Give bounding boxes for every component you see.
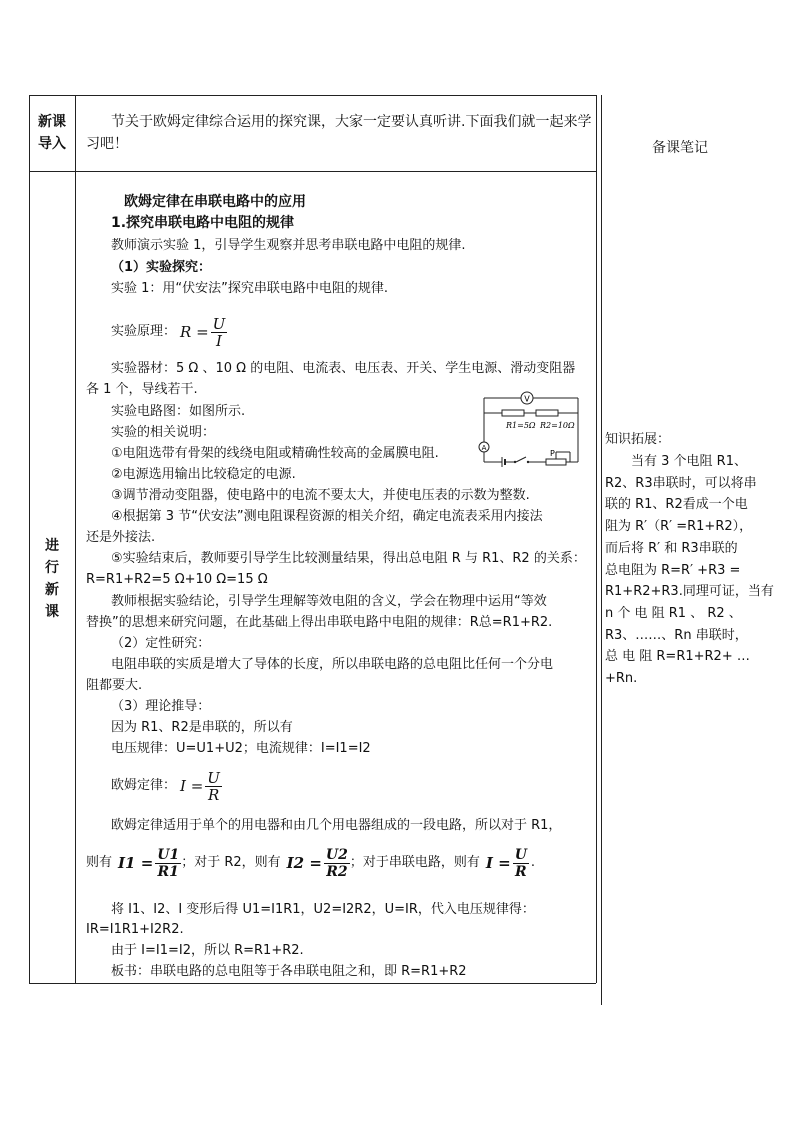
fraction [324,847,350,880]
row-label-line: 新 [45,582,59,598]
ohm-label: 欧姆定律： [111,778,177,793]
principle-label: 实验原理： [111,324,177,339]
section-heading: 1.探究串联电路中电阻的规律 [111,215,295,231]
tip-line: 联的 R1、R2看成一个电 [605,497,748,513]
theory-line2: 电压规律：U=U1+U2；电流规律：I=I1=I2 [111,741,371,756]
tip-line: 阻为 R′（R′ =R1+R2）， [605,519,753,535]
rheostat-symbol [546,459,566,465]
resistor-r2 [536,410,558,416]
intro-text-line1: 节关于欧姆定律综合运用的探究课，大家一定要认真听讲.下面我们就一起来学 [111,114,592,130]
derivation-text: ；对于串联电路，则有 [349,855,480,870]
knowledge-tip-body [605,451,785,690]
rheostat-label: P [550,449,555,458]
derivation-text: ；对于 R2，则有 [181,855,281,870]
fraction-denominator: I [216,331,222,350]
notes-header: 备课笔记 [652,140,708,156]
intro-paragraph: 教师演示实验 1，引导学生观察并思考串联电路中电阻的规律. [111,238,466,253]
table-top-border [29,95,596,96]
row-label-new-course [24,535,80,623]
r2-label: R2=10Ω [540,421,575,430]
qualitative-line1: 电阻串联的实质是增大了导体的长度，所以串联电路的总电阻比任何一个分电 [111,657,554,672]
note-4-line1: ④根据第 3 节“伏安法”测电阻课程资源的相关介绍，确定电流表采用内接法 [111,509,543,524]
note-3: ③调节滑动变阻器，使电路中的电流不要太大，并使电压表的示数为整数. [111,488,530,503]
conclusion-line2: 替换”的思想来研究问题，在此基础上得出串联电路中电阻的规律：R总=R1+R2. [86,615,553,630]
row-label-line: 导入 [38,136,66,152]
fraction-denominator: R2 [326,863,348,880]
r1-label: R1=5Ω [506,421,536,430]
tip-line: 当有 3 个电阻 R1、 [631,454,747,469]
fraction [155,847,181,880]
row-label-line: 新课 [38,114,66,130]
note-4-line2: 还是外接法. [86,530,156,545]
tip-line: n 个 电 阻 R1 、 R2 、 [605,605,742,621]
tip-line: +Rn. [605,671,638,687]
conclusion-line1: 教师根据实验结论，引导学生理解等效电阻的含义，学会在物理中运用“等效 [111,594,547,609]
substitution-line1: 将 I1、I2、I 变形后得 U1=I1R1，U2=I2R2，U=IR，代入电压规律得： [111,902,535,917]
row-label-line: 课 [45,604,59,620]
fraction [513,847,529,880]
application-line: 欧姆定律适用于单个的用电器和由几个用电器组成的一段电路，所以对于 R1， [111,818,562,833]
resistor-r1 [502,410,524,416]
theory-line1: 因为 R1、R2是串联的，所以有 [111,720,293,735]
tip-line: R1+R2+R3.同理可证，当有 [605,584,774,600]
since-line: 由于 I=I1=I2，所以 R=R1+R2. [111,943,304,958]
fraction-numerator: U [207,768,220,787]
derivation-text: 则有 [86,855,113,870]
notes-column-divider [601,95,602,1005]
voltmeter-label: V [524,394,530,404]
principle-formula [111,312,227,352]
board-summary: 板书：串联电路的总电阻等于各串联电阻之和，即 R=R1+R2 [111,964,467,979]
note-5-line2: R=R1+R2=5 Ω+10 Ω=15 Ω [86,572,268,587]
equipment-line2: 各 1 个，导线若干. [86,382,198,397]
ohm-law-formula [111,766,222,806]
fraction-numerator: U1 [157,846,180,863]
switch-symbol [516,457,526,462]
fraction [211,316,228,349]
formula-lhs: I = [180,777,204,795]
note-5-line1: ⑤实验结束后，教师要引导学生比较测量结果，得出总电阻 R 与 R1、R2 的关系： [111,551,586,566]
qualitative-line2: 阻都要大. [86,678,143,693]
formula-lhs: I2 = [286,854,322,872]
intro-text-line2: 习吧！ [86,136,128,152]
notes-title: 实验的相关说明： [111,425,216,440]
experiment-1: 实验 1：用“伏安法”探究串联电路中电阻的规律. [111,281,389,296]
table-row-divider [29,171,596,172]
row-label-line: 进 [45,538,59,554]
circuit-diagram-label: 实验电路图：如图所示. [111,404,246,419]
fraction-numerator: U2 [325,846,348,863]
lesson-title: 欧姆定律在串联电路中的应用 [124,194,306,210]
table-right-border [596,95,597,983]
derivation-formulas: 则有 I1 = $\frac{U1}{R1}$ ；对于 R2，则有 I2 = $\frac{U2}{R2}$ ；对于串联电路，则有 I = $\frac{U}{R}$ . [86,846,536,880]
fraction-numerator: U [212,314,226,333]
fraction-denominator: R1 [157,863,179,880]
subheading-theory: （3）理论推导： [111,699,211,714]
fraction-denominator: R [514,863,527,880]
tip-line: R3、……、Rn 串联时， [605,627,748,643]
ammeter-label: A [481,444,487,452]
note-2: ②电源选用输出比较稳定的电源. [111,467,296,482]
fraction-numerator: U [514,846,527,863]
equipment-line1: 实验器材：5 Ω 、10 Ω 的电阻、电流表、电压表、开关、学生电源、滑动变阻器 [111,361,576,376]
circuit-diagram [474,388,584,468]
subheading-qualitative: （2）定性研究： [111,636,211,651]
row-label-line: 行 [45,560,59,576]
tip-line: 总电阻为 R=R′ +R3 = [605,562,741,578]
substitution-line2: IR=I1R1+I2R2. [86,922,184,937]
tip-line: 总 电 阻 R=R1+R2+ … [605,649,750,665]
formula-lhs: I1 = [118,854,154,872]
fraction-denominator: R [207,785,220,804]
fraction [205,770,222,803]
tip-line: 而后将 R′ 和 R3串联的 [605,540,738,556]
formula-lhs: R = [180,323,209,341]
table-bottom-border [29,983,596,984]
note-1: ①电阻选带有骨架的线绕电阻或精确性较高的金属膜电阻. [111,446,439,461]
subheading-experiment: （1）实验探究： [111,260,212,275]
row-label-new-lesson [24,111,80,155]
formula-lhs: I = [485,854,511,872]
tip-line: R2、R3串联时，可以将串 [605,475,757,491]
knowledge-tip-title: 知识拓展： [605,432,671,447]
